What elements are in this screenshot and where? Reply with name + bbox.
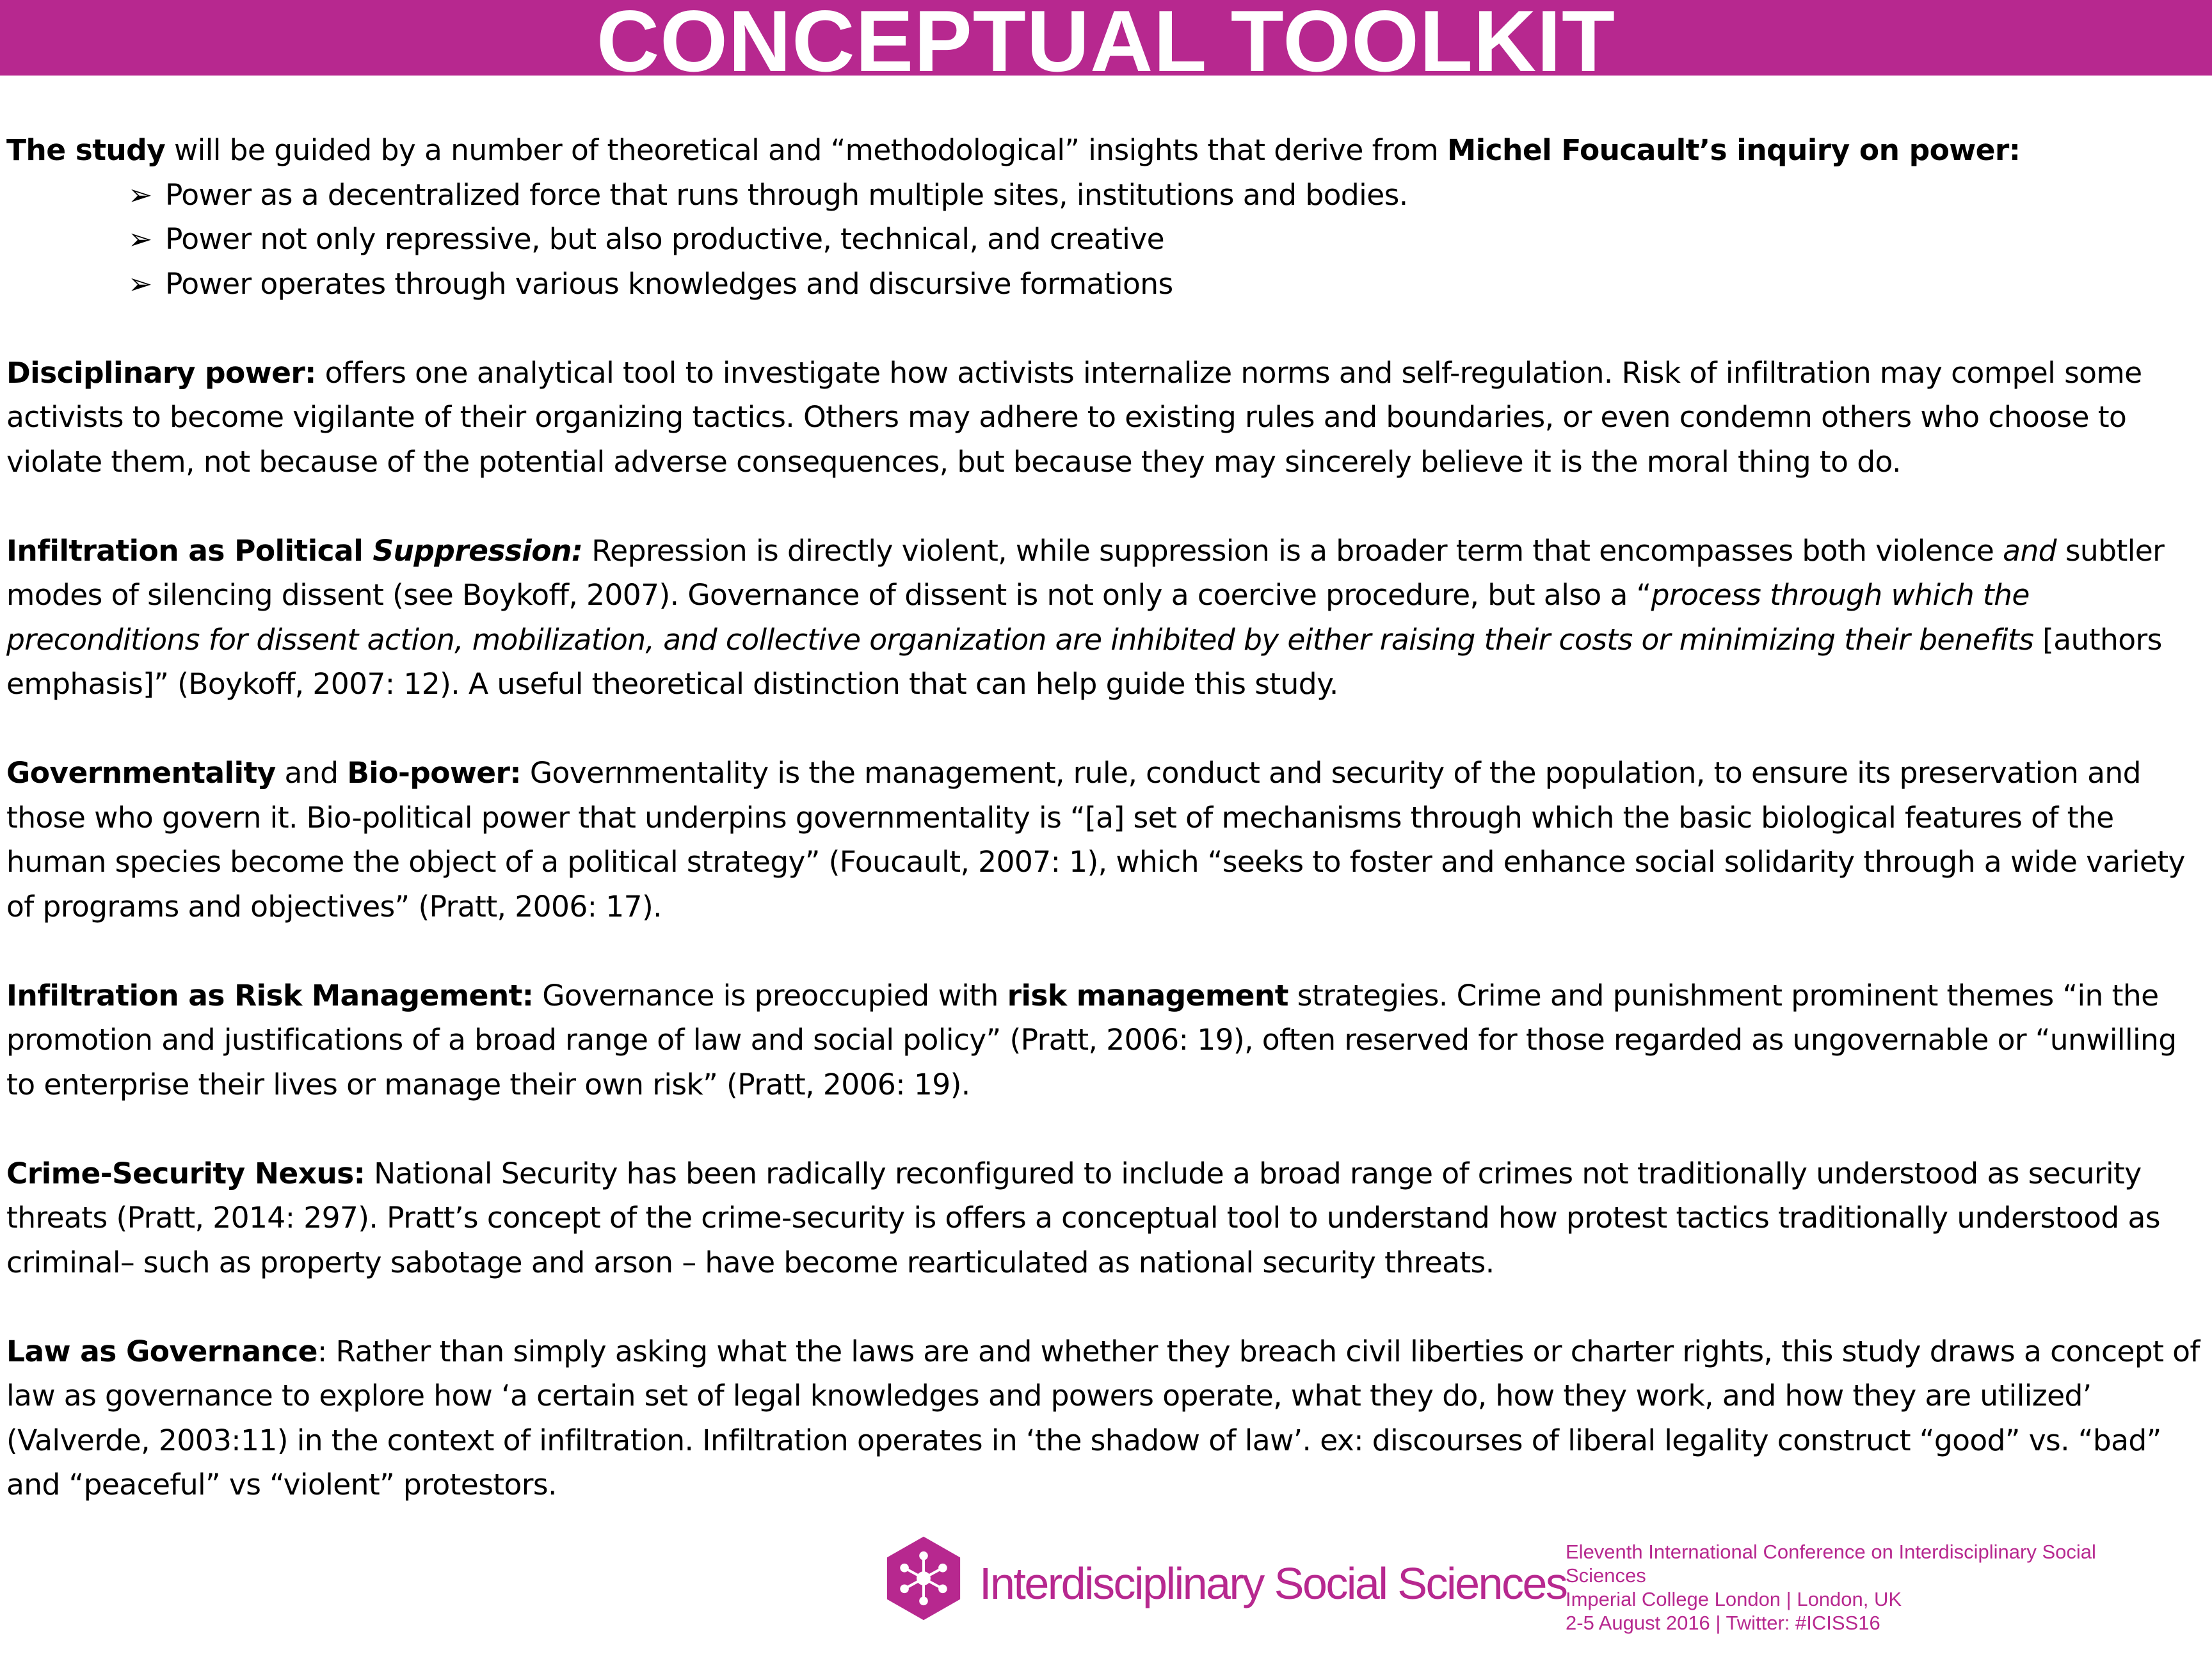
main-content bbox=[6, 128, 2206, 1507]
intro-subject: Michel Foucault’s inquiry on power: bbox=[1447, 133, 2021, 167]
arrow-bullet-icon: ➢ bbox=[128, 222, 152, 256]
conference-title-line: Eleventh International Conference on Interdisciplinary Social bbox=[1566, 1541, 2096, 1563]
governmentality-paragraph: Governmentality and Bio-power: Governmentality is the management, rule, conduct and security of the population, to ensure its preservation and those who govern it. Bio-political power that underpins governmentality is “[a] set of mechanisms through which the basic biological features of the human species become the object of a political strategy” (Foucault, 2007: 1), which “seeks to foster and enhance social solidarity through a wide variety of programs and objectives” (Pratt, 2006: 17). bbox=[6, 756, 2185, 924]
section-heading: Bio-power: bbox=[347, 756, 521, 790]
section-heading: Disciplinary power: bbox=[6, 355, 316, 390]
crime-security-nexus-paragraph: Crime-Security Nexus: National Security has been radically reconfigured to include a broad range of crimes not traditionally understood as security threats (Pratt, 2014: 297). Pratt’s concept of the crime-security is offers a conceptual tool to understand how protest tactics traditionally understood as criminal– such as property sabotage and arson – have become rearticulated as national security threats. bbox=[6, 1156, 2160, 1279]
conference-venue: Imperial College London | London, UK bbox=[1566, 1588, 1902, 1610]
arrow-bullet-icon: ➢ bbox=[128, 266, 152, 301]
list-item: ➢ Power as a decentralized force that runs through multiple sites, institutions and bodies. bbox=[128, 173, 2206, 218]
section-heading: Infiltration as Risk Management: bbox=[6, 978, 534, 1013]
disciplinary-power-paragraph: Disciplinary power: offers one analytical tool to investigate how activists internalize norms and self-regulation. Risk of infiltration may compel some activists to become vigilante of their organizing tactics. Others may adhere to existing rules and boundaries, or even condemn others who choose to violate them, not because of the potential adverse consequences, but because they may sincerely believe it is the moral thing to do. bbox=[6, 355, 2142, 479]
section-heading: Governmentality bbox=[6, 756, 276, 790]
page-title: CONCEPTUAL TOOLKIT bbox=[0, 0, 2212, 76]
conference-info bbox=[1566, 1540, 2154, 1635]
list-item: ➢ Power operates through various knowledges and discursive formations bbox=[128, 262, 2206, 307]
conference-title-line: Sciences bbox=[1566, 1564, 1646, 1587]
law-as-governance-paragraph: Law as Governance: Rather than simply asking what the laws are and whether they breach civil liberties or charter rights, this study draws a concept of law as governance to explore how ‘a certain set of legal knowledges and powers operate, what they do, how they work, and how they are utilized’ (Valverde, 2003:11) in the context of infiltration. Infiltration operates in ‘the shadow of law’. ex: discourses of liberal legality construct “good” vs. “bad” and “peaceful” vs “violent” protestors. bbox=[6, 1334, 2200, 1502]
section-heading: Law as Governance bbox=[6, 1334, 317, 1368]
conference-dates: 2-5 August 2016 | Twitter: #ICISS16 bbox=[1566, 1612, 1880, 1634]
arrow-bullet-icon: ➢ bbox=[128, 177, 152, 212]
intro-paragraph bbox=[6, 128, 2206, 173]
intro-bullet-list bbox=[6, 173, 2206, 307]
suppression-paragraph: Infiltration as Political Suppression: Repression is directly violent, while suppression is a broader term that encompasses both violence and subtler modes of silencing dissent (see Boykoff, 2007). Governance of dissent is not only a coercive procedure, but also a “process through which the preconditions for dissent action, mobilization, and collective organization are inhibited by either raising their costs or minimizing their benefits [authors emphasis]” (Boykoff, 2007: 12). A useful theoretical distinction that can help guide this study. bbox=[6, 533, 2165, 701]
brand-name: Interdisciplinary Social Sciences bbox=[979, 1559, 1567, 1608]
section-heading: Infiltration as Political Suppression: bbox=[6, 533, 583, 568]
intro-text: will be guided by a number of theoretical and “methodological” insights that derive from bbox=[165, 133, 1447, 167]
risk-management-paragraph: Infiltration as Risk Management: Governance is preoccupied with risk management strategies. Crime and punishment prominent themes “in the promotion and justifications of a broad range of law and social policy” (Pratt, 2006: 19), often reserved for those regarded as ungovernable or “unwilling to enterprise their lives or manage their own risk” (Pratt, 2006: 19). bbox=[6, 978, 2177, 1102]
intro-lead: The study bbox=[6, 133, 166, 167]
section-heading: Crime-Security Nexus: bbox=[6, 1156, 365, 1190]
network-hexagon-logo-icon bbox=[880, 1535, 967, 1622]
list-item: ➢ Power not only repressive, but also productive, technical, and creative bbox=[128, 217, 2206, 262]
